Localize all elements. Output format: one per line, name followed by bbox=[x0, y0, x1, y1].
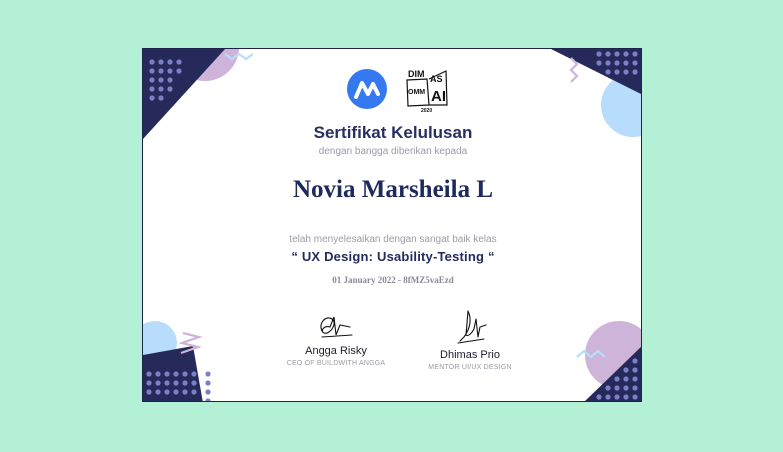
certificate-card bbox=[142, 48, 642, 402]
svg-text:AI: AI bbox=[431, 88, 446, 105]
course-title: “ UX Design: Usability-Testing “ bbox=[291, 249, 495, 264]
signatory-name: Angga Risky bbox=[305, 345, 367, 357]
recipient-name: Novia Marsheila L bbox=[293, 176, 493, 203]
signatory-role: CEO OF BUILDWITH ANGGA bbox=[286, 360, 386, 367]
certificate-title: Sertifikat Kelulusan bbox=[313, 123, 473, 142]
signatory-name: Dhimas Prio bbox=[440, 349, 500, 361]
class-intro-text: telah menyelesaikan dengan sangat baik kelas bbox=[289, 234, 497, 245]
svg-text:2020: 2020 bbox=[421, 108, 433, 113]
signature-dhimas bbox=[450, 307, 490, 345]
certificate-subtitle: dengan bangga diberikan kepada bbox=[318, 146, 468, 157]
svg-text:AS: AS bbox=[430, 74, 443, 84]
buildwith-angga-logo-icon bbox=[347, 69, 387, 109]
signatory-dhimas bbox=[405, 307, 535, 371]
svg-text:OMM: OMM bbox=[408, 89, 426, 96]
svg-text:DIM: DIM bbox=[408, 69, 425, 79]
dimas-ommai-logo bbox=[405, 67, 449, 113]
date-and-code: 01 January 2022 - 8fMZ5vaEzd bbox=[332, 275, 454, 285]
signatory-angga bbox=[271, 311, 401, 367]
signature-angga bbox=[316, 311, 356, 341]
top-right-zigzag bbox=[571, 58, 577, 82]
signatory-role: MENTOR UI/UX DESIGN bbox=[428, 364, 512, 371]
